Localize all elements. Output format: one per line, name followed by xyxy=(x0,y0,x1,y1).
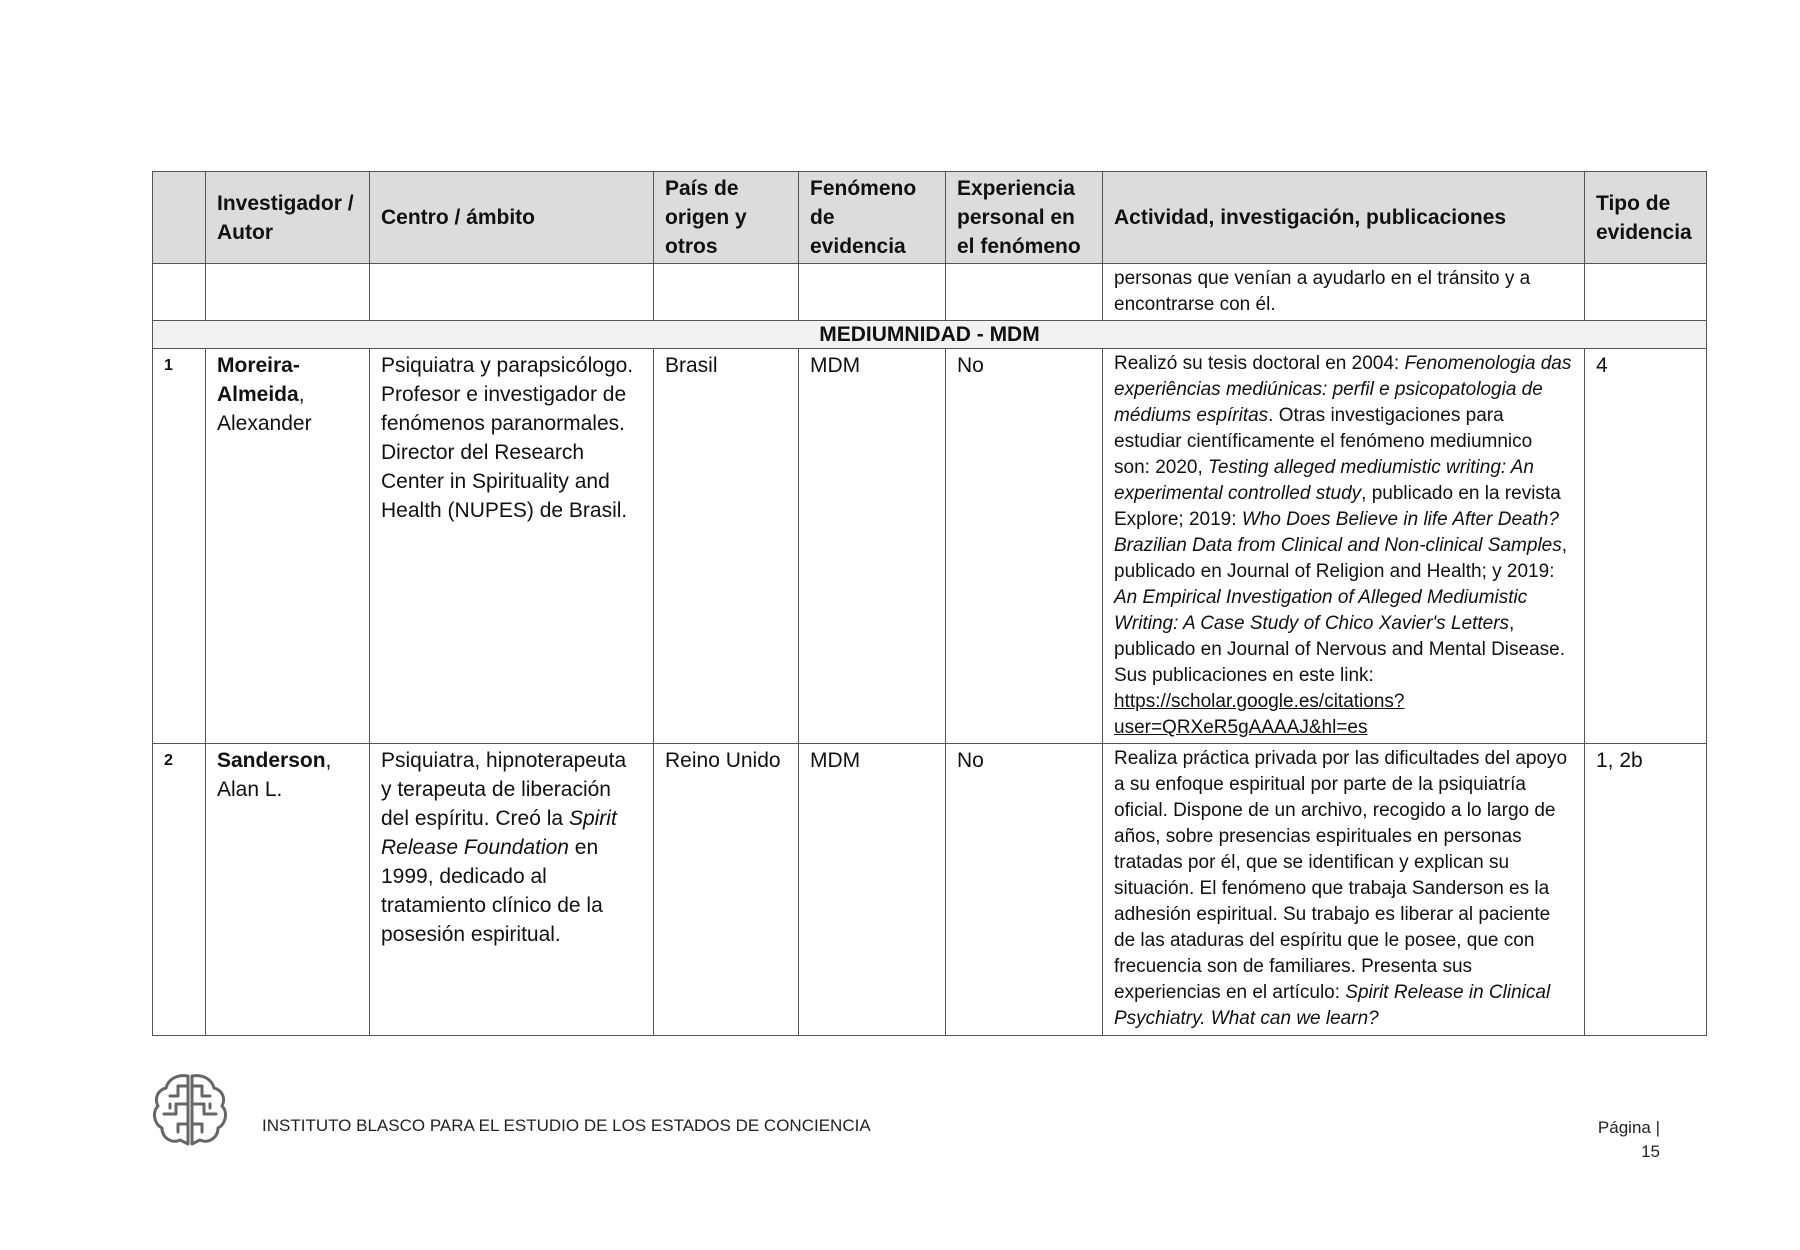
researcher-surname: Moreira-Almeida xyxy=(217,354,300,406)
section-title: MEDIUMNIDAD - MDM xyxy=(153,321,1707,349)
header-centro: Centro / ámbito xyxy=(370,172,654,264)
experience-cell: No xyxy=(946,744,1103,1036)
brain-maze-icon xyxy=(150,1068,230,1148)
footer-page-number: 15 xyxy=(1641,1142,1660,1161)
activity-cell: Realizó su tesis doctoral en 2004: Fenomenologia das experiências mediúnicas: perfil e psicopatologia de médiums espíritas. Otras investigaciones para estudiar científicamente el fenómeno mediumnico son: 2020, Testing alleged mediumistic writing: An experimental controlled study, publicado en la revista Explore; 2019: Who Does Believe in life After Death? Brazilian Data from Clinical and Non-clinical Samples, publicado en Journal of Religion and Health; y 2019: An Empirical Investigation of Alleged Mediumistic Writing: A Case Study of Chico Xavier's Letters, publicado en Journal of Nervous and Mental Disease. Sus publicaciones en este link: https://scholar.google.es/citations?user=QRXeR5gAAAAJ&hl=es xyxy=(1103,349,1585,744)
experience-cell: No xyxy=(946,349,1103,744)
continuation-text: personas que venían a ayudarlo en el tránsito y a encontrarse con él. xyxy=(1103,264,1585,321)
evidence-type-cell: 1, 2b xyxy=(1585,744,1707,1036)
country-cell: Brasil xyxy=(654,349,799,744)
center-cell: Psiquiatra, hipnoterapeuta y terapeuta de liberación del espíritu. Creó la Spirit Release Foundation en 1999, dedicado al tratamiento clínico de la posesión espiritual. xyxy=(370,744,654,1036)
header-fenomeno: Fenómeno de evidencia xyxy=(799,172,946,264)
footer-page-label: Página | xyxy=(1597,1118,1660,1137)
row-number: 2 xyxy=(153,744,206,1036)
section-row xyxy=(153,321,1707,349)
header-tipo: Tipo de evidencia xyxy=(1585,172,1707,264)
header-experiencia: Experiencia personal en el fenómeno xyxy=(946,172,1103,264)
researcher-given-name: , Alan L. xyxy=(217,749,332,801)
phenomenon-cell: MDM xyxy=(799,744,946,1036)
researcher-name xyxy=(206,744,370,1036)
table-row xyxy=(153,349,1707,744)
footer-page xyxy=(1560,1116,1660,1164)
activity-cell: Realiza práctica privada por las dificultades del apoyo a su enfoque espiritual por parte de la psiquiatría oficial. Dispone de un archivo, recogido a lo largo de años, sobre presencias espirituales en personas tratadas por él, que se identifican y explican su situación. El fenómeno que trabaja Sanderson es la adhesión espiritual. Su trabajo es liberar al paciente de las ataduras del espíritu que le posee, que con frecuencia son de familiares. Presenta sus experiencias en el artículo: Spirit Release in Clinical Psychiatry. What can we learn? xyxy=(1103,744,1585,1036)
header-pais: País de origen y otros xyxy=(654,172,799,264)
evidence-type-cell: 4 xyxy=(1585,349,1707,744)
table-row xyxy=(153,744,1707,1036)
header-num xyxy=(153,172,206,264)
continuation-row xyxy=(153,264,1707,321)
table-header-row xyxy=(153,172,1707,264)
footer-institute: INSTITUTO BLASCO PARA EL ESTUDIO DE LOS ESTADOS DE CONCIENCIA xyxy=(262,1116,871,1135)
row-number: 1 xyxy=(153,349,206,744)
researcher-given-name: , Alexander xyxy=(217,383,312,435)
researcher-surname: Sanderson xyxy=(217,749,326,772)
researcher-name xyxy=(206,349,370,744)
country-cell: Reino Unido xyxy=(654,744,799,1036)
researchers-table xyxy=(152,171,1707,1036)
phenomenon-cell: MDM xyxy=(799,349,946,744)
scholar-link[interactable]: https://scholar.google.es/citations?user=QRXeR5gAAAAJ&hl=es xyxy=(1114,691,1405,738)
center-cell: Psiquiatra y parapsicólogo. Profesor e investigador de fenómenos paranormales. Director del Research Center in Spirituality and Health (NUPES) de Brasil. xyxy=(370,349,654,744)
header-actividad: Actividad, investigación, publicaciones xyxy=(1103,172,1585,264)
header-investigador: Investigador / Autor xyxy=(206,172,370,264)
